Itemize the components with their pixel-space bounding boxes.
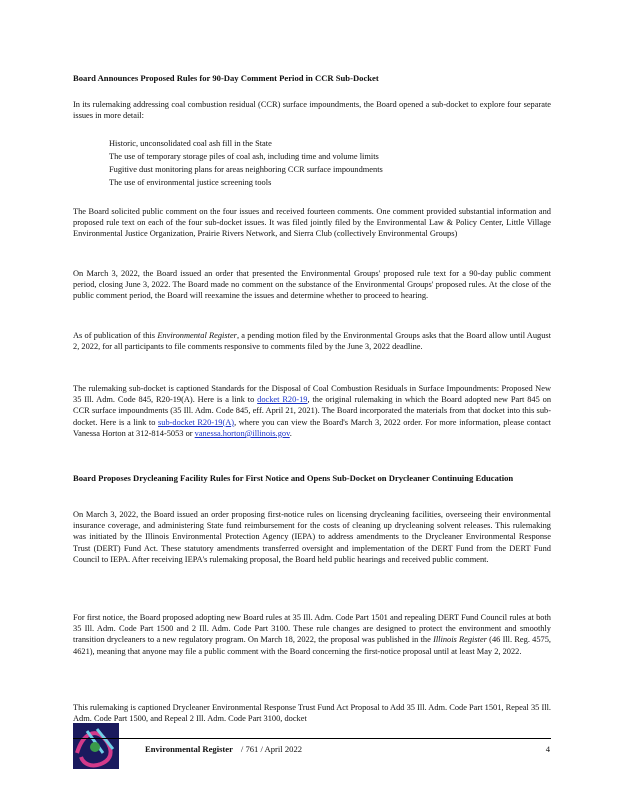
footer-rule [73, 738, 551, 739]
sub-docket-r20-19a-link[interactable]: sub-docket R20-19(A) [158, 417, 235, 427]
paragraph-march-order: On March 3, 2022, the Board issued an order that presented the Environmental Groups' proposed rule text for a 90-day public comment period, closing June 3, 2022. The Board made no comment on the substance of the Environmental Groups' proposed rules. At the close of the public comment period, the Board will reexamine the issues and determine whether to proceed to hearing. [73, 269, 551, 301]
register-title: Environmental Register [157, 331, 237, 340]
footer-issue: / 761 / April 2022 [240, 744, 303, 754]
paragraph-drycleaner-caption: This rulemaking is captioned Drycleaner Environmental Response Trust Fund Act Proposal to Add 35 Ill. Adm. Code Part 1501, Repeal 35 Ill. Adm. Code Part 1500, and Repeal 2 Ill. Adm. Code Part 3100, docket [73, 703, 551, 724]
illinois-register-title: Illinois Register [433, 635, 487, 645]
section-heading-drycleaning: Board Proposes Drycleaning Facility Rules for First Notice and Opens Sub-Docket on Drycleaner Continuing Education [73, 473, 514, 483]
list-item: The use of environmental justice screening tools [109, 178, 272, 187]
register-logo-icon [73, 723, 119, 769]
paragraph-caption: The rulemaking sub-docket is captioned Standards for the Disposal of Coal Combustion Residuals in Surface Impoundments: Proposed New 35 Ill. Adm. Code 845, R20-19(A). Here is a link to docket R20-19, the original rulemaking in which the Board adopted new Part 845 on CCR surface impoundments (35 Ill. Adm. Code 845, eff. April 21, 2021). The Board incorporated the materials from that docket into this sub-docket. Here is a link to sub-docket R20-19(A), where you can view the Board's March 3, 2022 order. For more information, please contact Vanessa Horton at 312-814-5053 or vanessa.horton@illinois.gov. [73, 384, 552, 438]
list-item: Fugitive dust monitoring plans for areas neighboring CCR surface impoundments [109, 165, 383, 174]
section-heading-ccr: Board Announces Proposed Rules for 90-Day Comment Period in CCR Sub-Docket [73, 73, 379, 83]
footer-publication: Environmental Register / 761 / April 2022 [145, 744, 303, 754]
paragraph-comments: The Board solicited public comment on the four issues and received fourteen comments. One comment provided substantial information and proposed rule text on each of the four sub-docket issues. It was filed jointly filed by the Environmental Law & Policy Center, Little Village Environmental Justice Organization, Prairie Rivers Network, and Sierra Club (collectively Environmental Groups) [73, 207, 551, 239]
docket-r20-19-link[interactable]: docket R20-19 [257, 395, 308, 405]
paragraph-first-notice-order: On March 3, 2022, the Board issued an order proposing first-notice rules on licensing drycleaning facilities, overseeing their environmental insurance coverage, and administering State fund reimbursement for the costs of cleaning up drycleaning solvent releases. This rulemaking was initiated by the Illinois Environmental Protection Agency (IEPA) to address amendments to the Drycleaner Environmental Response Trust (DERT) Fund Act. These statutory amendments transferred oversight and implementation of the DERT Fund from the DERT Fund Council to IEPA. After receiving IEPA's rulemaking proposal, the Board held public hearings and received public comment. [73, 510, 551, 564]
email-link[interactable]: vanessa.horton@illinois.gov [194, 428, 290, 438]
paragraph-first-notice-rules: For first notice, the Board proposed adopting new Board rules at 35 Ill. Adm. Code Part 1501 and repealing DERT Fund Council rules at both 35 Ill. Adm. Code Part 1500 and 2 Ill. Adm. Code Part 3100. These rule changes are designed to protect the environment and smoothly transition drycleaners to a new regulatory program. On March 18, 2022, the proposal was published in the Illinois Register (46 Ill. Reg. 4575, 4621), meaning that anyone may file a public comment with the Board concerning the first-notice proposal until at least May 2, 2022. [73, 613, 551, 656]
list-item: The use of temporary storage piles of coal ash, including time and volume limits [109, 152, 379, 161]
paragraph-ccr-intro: In its rulemaking addressing coal combustion residual (CCR) surface impoundments, the Board opened a sub-docket to explore four separate issues in more detail: [73, 100, 551, 121]
page-number: 4 [545, 744, 550, 754]
paragraph-pending-motion: As of publication of this Environmental Register, a pending motion filed by the Environmental Groups asks that the Board allow until August 2, 2022, for all participants to file comments responsive to comments filed by the June 3, 2022 deadline. [73, 331, 552, 352]
issue-list [91, 137, 491, 189]
list-item: Historic, unconsolidated coal ash fill in the State [109, 139, 272, 148]
